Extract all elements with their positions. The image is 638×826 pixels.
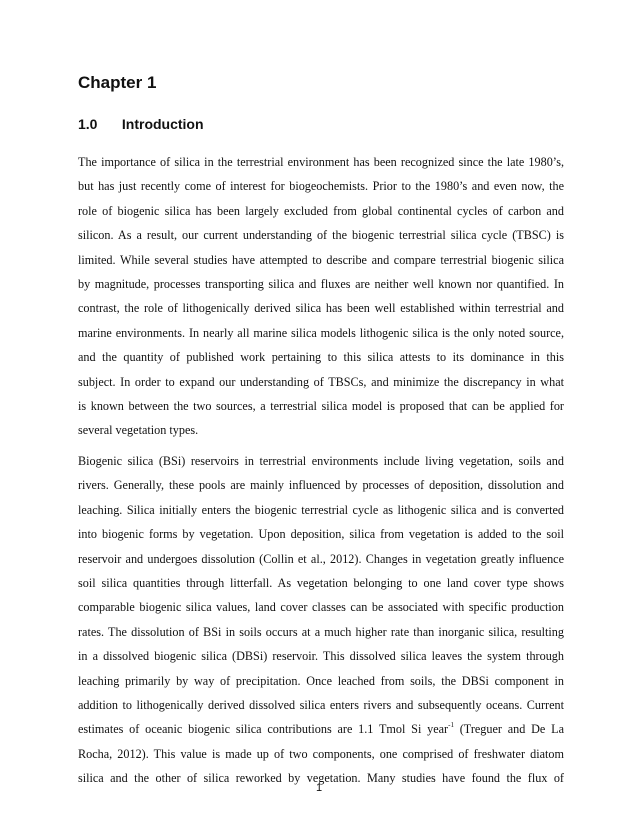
paragraph-1-line-9: and the quantity of published work pertaining to this silica attests to its dominance in this: [78, 350, 564, 365]
paragraph-2-line-10: leaching primarily by way of precipitation. Once leached from soils, the DBSi component in: [78, 673, 564, 688]
paragraph-2-line-11: addition to lithogenically derived dissolved silica enters rivers and subsequently oceans. Current: [78, 697, 564, 712]
section-heading: [78, 116, 204, 132]
paragraph-2-line-7: comparable biogenic silica values, land cover classes can be associated with specific production: [78, 600, 564, 615]
paragraph-1-line-11: is known between the two sources, a terrestrial silica model is proposed that can be applied for: [78, 399, 564, 414]
paragraph-1-line-5: limited. While several studies have attempted to describe and compare terrestrial biogenic silica: [78, 252, 564, 267]
superscript: -1: [448, 721, 454, 730]
paragraph-2-line-8: rates. The dissolution of BSi in soils occurs at a much higher rate than inorganic silica, resulting: [78, 624, 564, 639]
section-title: Introduction: [121, 116, 204, 132]
paragraph-1-line-7: contrast, the role of lithogenically derived silica has been well established within terrestrial and: [78, 301, 564, 316]
paragraph-1-line-12: several vegetation types.: [78, 423, 199, 438]
paragraph-1-line-10: subject. In order to expand our understanding of TBSCs, and minimize the discrepancy in what: [78, 374, 564, 389]
paragraph-2-line-14: silica and the other of silica reworked by vegetation. Many studies have found the flux of: [78, 771, 564, 786]
paragraph-1: [78, 150, 564, 443]
paragraph-2-line-12: estimates of oceanic biogenic silica contributions are 1.1 Tmol Si year$^{-1}$ (Treguer and De La: [78, 721, 564, 737]
paragraph-2-line-9: in a dissolved biogenic silica (DBSi) reservoir. This dissolved silica leaves the system through: [78, 649, 564, 664]
paragraph-2-line-13: Rocha, 2012). This value is made up of two components, one comprised of freshwater diatom: [78, 746, 564, 761]
paragraph-1-line-4: silicon. As a result, our current understanding of the biogenic terrestrial silica cycle (TBSC) is: [78, 228, 564, 243]
paragraph-1-line-3: role of biogenic silica has been largely excluded from global continental cycles of carbon and: [78, 203, 564, 218]
page-number: 1: [315, 782, 323, 794]
paragraph-2-line-1: Biogenic silica (BSi) reservoirs in terrestrial environments include living vegetation, soils and: [78, 453, 564, 468]
paragraph-2-line-4: into biogenic forms by vegetation. Upon deposition, silica from vegetation is added to the soil: [78, 527, 564, 542]
paragraph-1-line-2: but has just recently come of interest for biogeochemists. Prior to the 1980’s and even now, the: [78, 179, 564, 194]
paragraph-2-line-5: reservoir and undergoes dissolution (Collin et al., 2012). Changes in vegetation greatly influence: [78, 551, 564, 566]
paragraph-2-line-3: leaching. Silica initially enters the biogenic terrestrial cycle as lithogenic silica and is converted: [78, 502, 564, 517]
body-text: [78, 150, 564, 797]
paragraph-2: [78, 449, 564, 791]
paragraph-2-line-6: soil silica quantities through litterfall. As vegetation belonging to one land cover type shows: [78, 575, 564, 590]
paragraph-2-line-2: rivers. Generally, these pools are mainly influenced by processes of deposition, dissolution and: [78, 478, 564, 493]
paragraph-1-line-1: The importance of silica in the terrestrial environment has been recognized since the late 1980’s,: [78, 155, 564, 169]
paragraph-1-line-6: by magnitude, processes transporting silica and fluxes are neither well known nor quantified. In: [78, 277, 564, 292]
paragraph-1-line-8: marine environments. In nearly all marine silica models lithogenic silica is the only noted source,: [78, 325, 564, 340]
chapter-title: Chapter 1: [78, 73, 157, 92]
section-number: 1.0: [78, 116, 98, 132]
